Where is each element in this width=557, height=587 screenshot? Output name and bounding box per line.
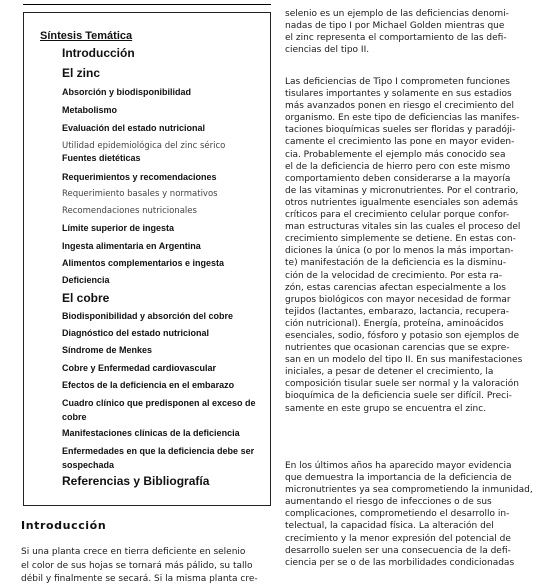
text-line: complicaciones, comprometiendo el desarrollo in-: [285, 509, 510, 520]
text-line: crecimiento simplemente se detiene. En estas con-: [285, 234, 516, 245]
text-line: grupos biológicos con mayor necesidad de formar: [285, 294, 511, 305]
text-line: comportamiento deben considerarse a la mayoría: [285, 173, 511, 184]
text-line: organismo. En este tipo de deficiencias las manifes-: [285, 113, 520, 124]
text-line: zón, estas carencias afectan especialmente a los: [285, 282, 506, 293]
text-line: aumentando el riesgo de infecciones o de sus: [285, 497, 492, 508]
toc-item[interactable]: Diagnóstico del estado nutricional: [62, 328, 210, 338]
text-line: nutrientes que ocasionan carencias que se expre-: [285, 343, 510, 354]
toc-item[interactable]: Absorción y biodisponibilidad: [62, 87, 192, 97]
body-paragraph: [21, 546, 270, 587]
text-line: otros nutrientes igualmente esenciales son además: [285, 197, 518, 208]
text-line: tisulares importantes y solamente en sus estadios: [285, 89, 512, 100]
toc-item[interactable]: Enfermedades en que la deficiencia debe ser sospechada: [62, 446, 255, 470]
text-line: ciencias del tipo II.: [285, 45, 370, 56]
text-line: ción de la velocidad de crecimiento. Por esta ra-: [285, 270, 503, 281]
text-line: desarrollo suelen ser una consecuencia de la defi-: [285, 545, 511, 556]
toc-item[interactable]: Recomendaciones nutricionales: [62, 206, 197, 216]
text-line: ciencia per se o de las morbilidades condicionadas: [285, 557, 515, 568]
text-line: más avanzados ponen en riesgo el crecimiento del: [285, 101, 515, 112]
text-line: Las deficiencias de Tipo I comprometen funciones: [285, 77, 510, 87]
top-rule: [23, 4, 271, 5]
toc-item[interactable]: Síndrome de Menkes: [62, 345, 153, 355]
toc-item[interactable]: El zinc: [62, 66, 101, 80]
text-line: débil y finalmente se secará. Si la misma planta cre-: [21, 574, 258, 584]
toc-item[interactable]: Referencias y Bibliografía: [62, 474, 210, 488]
text-line: bioquímica de la deficiencia suele ser difícil. Preci-: [285, 391, 512, 402]
body-paragraph: [285, 8, 509, 56]
toc-item[interactable]: Requerimiento basales y normativos: [62, 189, 218, 199]
toc-item[interactable]: Efectos de la deficiencia en el embarazo: [62, 380, 235, 390]
body-paragraph: [285, 460, 533, 569]
text-line: san en un modelo del tipo II. En sus manifestaciones: [285, 355, 523, 366]
toc-box: [23, 12, 271, 506]
toc-item[interactable]: Alimentos complementarios e ingesta: [62, 258, 225, 268]
text-line: selenio es un ejemplo de las deficiencias denomi-: [285, 9, 509, 19]
text-line: cia. Probablemente el ejemplo más conocido sea: [285, 149, 506, 160]
toc-item[interactable]: Manifestaciones clínicas de la deficiencia: [62, 428, 240, 438]
toc-item[interactable]: Cuadro clínico que predisponen al exceso de cobre: [62, 398, 256, 422]
toc-item[interactable]: Ingesta alimentaria en Argentina: [62, 241, 201, 251]
section-heading: Introducción: [21, 519, 107, 532]
text-line: el color de sus hojas se tornará más pálido, su tallo: [21, 560, 253, 571]
text-line: iniciales, a pesar de detener el crecimiento, la: [285, 367, 494, 378]
toc-item[interactable]: Utilidad epidemiológica del zinc sérico: [62, 141, 226, 151]
text-line: nadas de tipo I por Michael Golden mientras que: [285, 21, 505, 32]
text-line: composición tisular suele ser normal y la valoración: [285, 379, 519, 390]
toc-item[interactable]: Evaluación del estado nutricional: [62, 123, 206, 133]
text-line: ción nutricional). Energía, proteína, aminoácidos: [285, 318, 504, 329]
toc-item[interactable]: Requerimientos y recomendaciones: [62, 172, 217, 182]
text-line: el zinc representa el comportamiento de las defi-: [285, 33, 507, 44]
text-line: micronutrientes ya sea comprometiendo la inmunidad,: [285, 485, 533, 496]
toc-item[interactable]: Deficiencia: [62, 275, 110, 285]
text-line: de las vitaminas y micronutrientes. Por el contrario,: [285, 185, 519, 196]
text-line: el de la deficiencia de hierro pero con este mismo: [285, 161, 511, 172]
text-line: man estructuras vitales sin las cuales el proceso del: [285, 222, 521, 233]
toc-item[interactable]: Introducción: [62, 46, 135, 60]
toc-item[interactable]: Biodisponibilidad y absorción del cobre: [62, 311, 234, 321]
toc-item[interactable]: Fuentes dietéticas: [62, 153, 141, 163]
toc-title[interactable]: Síntesis Temática: [40, 30, 133, 42]
text-line: tejidos (lactantes, embarazo, lactancia, recupera-: [285, 306, 510, 317]
toc-item[interactable]: Cobre y Enfermedad cardiovascular: [62, 363, 217, 373]
text-line: críticos para el crecimiento celular porque confor-: [285, 210, 510, 221]
text-line: que demuestra la importancia de la deficiencia de: [285, 473, 512, 484]
toc-item[interactable]: Límite superior de ingesta: [62, 223, 175, 233]
body-paragraph: [285, 76, 522, 415]
text-line: samente en este grupo se encuentra el zinc.: [285, 403, 487, 414]
text-line: telectual, la capacidad física. La alteración del: [285, 521, 494, 532]
text-line: esenciales, sodio, fósforo y potasio son ejemplos de: [285, 330, 520, 341]
text-line: camente el crecimiento las pone en mayor eviden-: [285, 137, 515, 148]
text-line: diciones la única (o por lo menos la más importan-: [285, 246, 514, 257]
text-line: te) manifestación de la deficiencia es la disminu-: [285, 258, 507, 269]
toc-item[interactable]: El cobre: [62, 291, 110, 305]
text-line: Si una planta crece en tierra deficiente en selenio: [21, 547, 246, 557]
text-line: En los últimos años ha aparecido mayor evidencia: [285, 461, 512, 471]
text-line: crecimiento y la menor expresión del potencial de: [285, 533, 511, 544]
toc-item[interactable]: Metabolismo: [62, 105, 118, 115]
text-line: taciones bioquímicas sueles ser floridas y paradóji-: [285, 125, 516, 136]
